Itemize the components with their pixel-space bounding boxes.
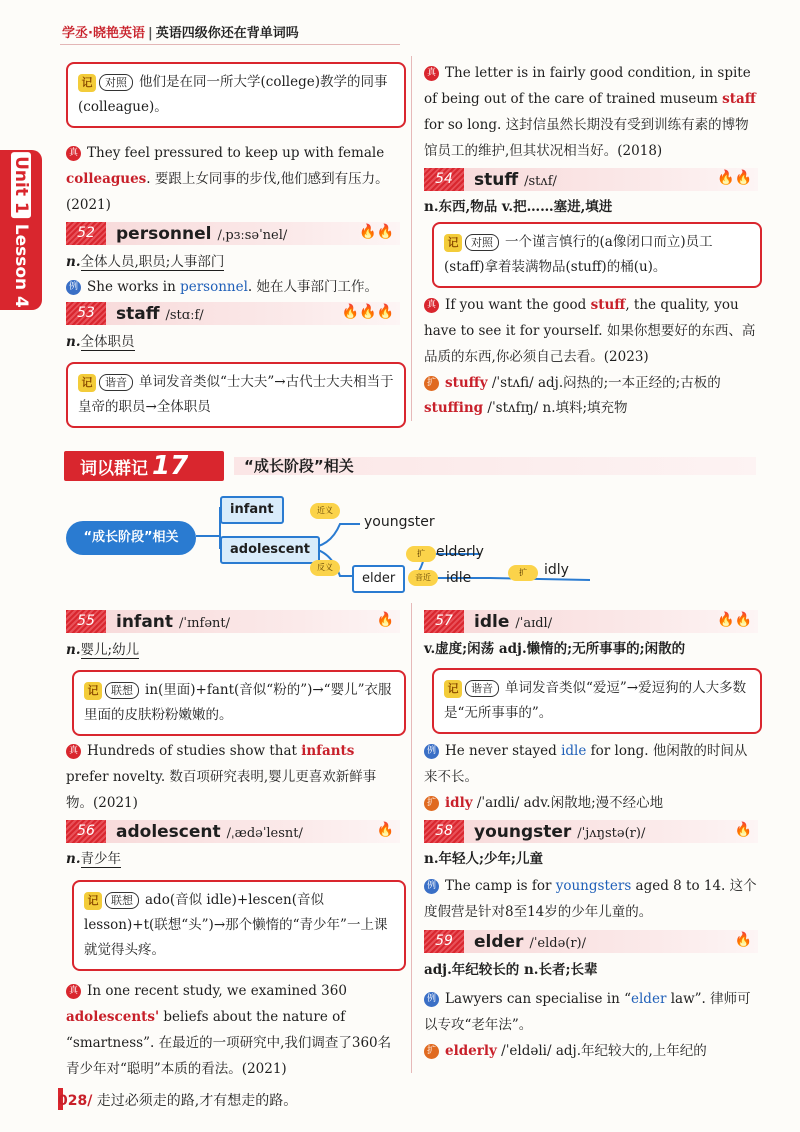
word-header [66, 610, 400, 633]
definition: n.婴儿;幼儿 [66, 642, 140, 658]
page-footer [58, 1090, 297, 1110]
mind-map-root: “成长阶段”相关 [66, 521, 196, 555]
unit-label: Unit 1 [11, 152, 31, 218]
example-sentence: 例 She works in personnel. 她在人事部门工作。 [66, 274, 400, 300]
frequency-flame-icon: 🔥🔥 [359, 224, 394, 240]
phonetic: /ˈaɪdl/ [515, 616, 553, 631]
example-sentence: 真 In one recent study, we examined 360 adolescents' beliefs about the nature of “smartness”. 在最近的一项研究中,我们调查了360名青少年对“聪明”本质的看法。(2021) [66, 983, 392, 1077]
definition: n.全体职员 [66, 334, 135, 350]
memo-text: 单词发音类似“士大夫”→古代士大夫相当于皇帝的职员→全体职员 [78, 374, 394, 415]
word-header [424, 820, 758, 843]
phonetic: /ˌpɜːsəˈnel/ [217, 228, 288, 243]
extension-icon: 扩 [424, 376, 439, 391]
example-sentence: 例 He never stayed idle for long. 他闲散的时间从来不长。 [424, 743, 748, 785]
memory-icon: 记 [78, 374, 96, 392]
memo-box [66, 362, 406, 428]
definition: n.青少年 [66, 851, 122, 867]
frequency-flame-icon: 🔥🔥🔥 [341, 304, 394, 320]
exam-icon: 真 [424, 66, 439, 81]
headword: youngster [474, 822, 572, 842]
extension-icon: 扩 [424, 1044, 439, 1059]
group-title: “成长阶段”相关 [244, 457, 354, 475]
example-sentence: 真 The letter is in fairly good condition, in spite of being out of the care of trained museum staff for so long. 这封信虽然长期没有受到训练有素的博物馆员工的维护,但其状况相当好。(2018) [424, 65, 756, 159]
memo-box [66, 62, 406, 128]
definition: n.全体人员,职员;人事部门 [66, 254, 225, 270]
phonetic: /ˌædəˈlesnt/ [226, 826, 303, 841]
word-number: 57 [424, 610, 464, 633]
example-icon: 例 [66, 280, 81, 295]
headword: adolescent [116, 822, 221, 842]
exam-icon: 真 [66, 146, 81, 161]
exam-icon: 真 [424, 298, 439, 313]
memo-box [72, 670, 406, 736]
memo-tag: 谐音 [465, 680, 499, 697]
extension-cloud-icon: 扩 [508, 565, 538, 581]
memory-icon: 记 [78, 74, 96, 92]
memo-tag: 谐音 [99, 374, 133, 391]
column-divider [411, 603, 412, 1073]
definition: n.东西,物品 v.把……塞进,填进 [424, 199, 613, 215]
word-number: 58 [424, 820, 464, 843]
word-number: 54 [424, 168, 464, 191]
headword: infant [116, 612, 174, 632]
phonetic: /stɑːf/ [165, 308, 204, 323]
mind-map-leaf-elderly: elderly [436, 544, 484, 560]
antonym-cloud-icon: 反义 [310, 560, 340, 576]
memory-icon: 记 [84, 892, 102, 910]
memory-icon: 记 [84, 682, 102, 700]
word-number: 59 [424, 930, 464, 953]
extension-icon: 扩 [424, 796, 439, 811]
memo-tag: 对照 [465, 234, 499, 251]
headword: stuff [474, 170, 519, 190]
memo-text: ado(音似 idle)+lescen(音似 lesson)+t(联想“头”)→那个懒惰的“青少年”一上课就觉得头疼。 [84, 892, 388, 958]
example-sentence: 真 They feel pressured to keep up with female colleagues. 要跟上女同事的步伐,他们感到有压力。(2021) [66, 145, 389, 213]
mind-map-node-infant: infant [220, 496, 284, 524]
similar-sound-cloud-icon: 音近 [408, 570, 438, 586]
frequency-flame-icon: 🔥🔥 [717, 170, 752, 186]
page-number: 028/ [58, 1093, 93, 1109]
word-number: 52 [66, 222, 106, 245]
memo-tag: 对照 [99, 74, 133, 91]
extension-cloud-icon: 扩 [406, 546, 436, 562]
lesson-label: Lesson 4 [11, 223, 31, 308]
word-header [424, 168, 758, 191]
exam-icon: 真 [66, 984, 81, 999]
frequency-flame-icon: 🔥 [376, 612, 394, 628]
mind-map-leaf-youngster: youngster [364, 514, 435, 530]
headword: elder [474, 932, 524, 952]
book-title: 英语四级你还在背单词吗 [155, 26, 299, 41]
example-icon: 例 [424, 879, 439, 894]
definition: n.年轻人;少年;儿童 [424, 851, 543, 867]
phonetic: /ˈjʌŋstə(r)/ [577, 826, 646, 841]
headword: staff [116, 304, 160, 324]
exam-icon: 真 [66, 744, 81, 759]
mind-map-leaf-idly: idly [544, 562, 569, 578]
memo-box [72, 880, 406, 971]
brand-name: 学丞·晓艳英语 [62, 26, 145, 41]
word-header [66, 222, 400, 245]
word-number: 56 [66, 820, 106, 843]
memo-box [432, 668, 762, 734]
example-sentence: 真 If you want the good stuff, the quality, you have to see it for yourself. 如果你想要好的东西、高品质的东西,你必须自己去看。(2023) [424, 297, 756, 365]
footer-motto: 走过必须走的路,才有想走的路。 [96, 1093, 298, 1109]
example-icon: 例 [424, 744, 439, 759]
memo-tag: 联想 [105, 682, 139, 699]
memo-text: 他们是在同一所大学(college)教学的同事(colleague)。 [78, 74, 388, 115]
example-sentence: 真 Hundreds of studies show that infants prefer novelty. 数百项研究表明,婴儿更喜欢新鲜事物。(2021) [66, 743, 377, 811]
mind-map-node-adolescent: adolescent [220, 536, 320, 564]
memory-icon: 记 [444, 234, 462, 252]
header-divider [60, 44, 400, 45]
mind-map-leaf-idle: idle [446, 570, 472, 586]
word-header [424, 610, 758, 633]
frequency-flame-icon: 🔥 [734, 932, 752, 948]
phonetic: /ˈɪnfənt/ [179, 616, 230, 631]
frequency-flame-icon: 🔥🔥 [717, 612, 752, 628]
word-number: 53 [66, 302, 106, 325]
definition: adj.年纪较长的 n.长者;长辈 [424, 962, 598, 978]
memo-box [432, 222, 762, 288]
extension-word: 扩 idly /ˈaɪdli/ adv.闲散地;漫不经心地 [424, 790, 758, 816]
page-header: 学丞·晓艳英语 | 英语四级你还在背单词吗 [62, 26, 299, 41]
phonetic: /ˈeldə(r)/ [529, 936, 587, 951]
memo-tag: 联想 [105, 892, 139, 909]
example-sentence: 例 Lawyers can specialise in “elder law”. 律师可以专攻“老年法”。 [424, 991, 751, 1033]
word-header [66, 302, 400, 325]
extension-word: stuffing /ˈstʌfɪŋ/ n.填料;填充物 [424, 400, 628, 416]
extension-word: 扩 stuffy /ˈstʌfi/ adj.闷热的;一本正经的;古板的 [424, 370, 758, 396]
group-badge: 词以群记 17 [64, 451, 224, 481]
frequency-flame-icon: 🔥 [734, 822, 752, 838]
headword: personnel [116, 224, 212, 244]
memory-icon: 记 [444, 680, 462, 698]
memo-text: in(里面)+fant(音似“粉的”)→“婴儿”衣服里面的皮肤粉粉嫩嫩的。 [84, 682, 392, 723]
column-divider [411, 56, 412, 421]
word-header [66, 820, 400, 843]
word-header [424, 930, 758, 953]
extension-word: 扩 elderly /ˈeldəli/ adj.年纪较大的,上年纪的 [424, 1038, 758, 1064]
memo-text: 一个谨言慎行的(a像闭口而立)员工(staff)拿着装满物品(stuff)的桶(u)。 [444, 234, 713, 275]
unit-tab [0, 150, 42, 310]
synonym-cloud-icon: 近义 [310, 503, 340, 519]
headword: idle [474, 612, 510, 632]
word-number: 55 [66, 610, 106, 633]
word-group-banner [64, 451, 756, 481]
memo-text: 单词发音类似“爱逗”→爱逗狗的人大多数是“无所事事的”。 [444, 680, 747, 721]
definition: v.虚度;闲荡 adj.懒惰的;无所事事的;闲散的 [424, 641, 686, 657]
mind-map-node-elder: elder [352, 565, 405, 593]
example-icon: 例 [424, 992, 439, 1007]
frequency-flame-icon: 🔥 [376, 822, 394, 838]
example-sentence: 例 The camp is for youngsters aged 8 to 14. 这个度假营是针对8至14岁的少年儿童的。 [424, 878, 757, 920]
phonetic: /stʌf/ [524, 174, 557, 189]
